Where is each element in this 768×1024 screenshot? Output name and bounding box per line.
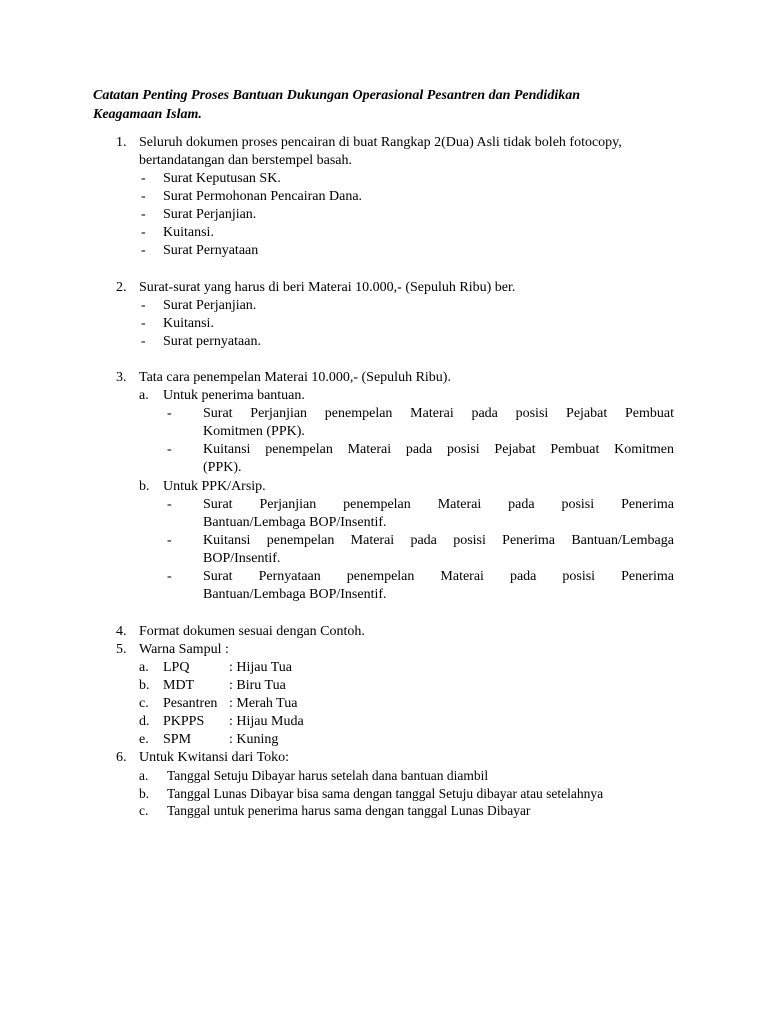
word: Materai [440,569,484,584]
item-1-text-line-1: Seluruh dokumen proses pencairan di buat Rangkap 2(Dua) Asli tidak boleh fotocopy, [139,135,622,150]
bullet-dash: - [167,533,172,548]
item-3b-bullet-2-line-1 [203,532,674,550]
item-2-bullet: Surat Perjanjian. [163,298,257,313]
receipt-rule-text: Tanggal Lunas Dibayar bisa sama dengan tanggal Setuju dibayar atau setelahnya [167,786,604,801]
word: pada [508,497,535,512]
word: Surat [203,406,233,421]
item-3a-bullet-1-line-1 [203,405,674,423]
word: Pernyataan [258,569,321,584]
word: Materai [437,497,482,512]
word: Perjanjian [250,406,308,421]
item-1-bullet: Kuitansi. [163,225,214,240]
cover-color-unit: MDT [163,678,195,693]
receipt-rule-letter: c. [139,803,149,818]
bullet-dash: - [141,207,146,222]
word: pada [471,406,498,421]
bullet-dash: - [167,442,172,457]
item-3b-bullet-1-line-2: Bantuan/Lembaga BOP/Insentif. [203,515,387,530]
word: Kuitansi [203,533,251,548]
word: posisi [561,497,595,512]
word: pada [405,442,433,457]
document-title-line-1: Catatan Penting Proses Bantuan Dukungan Operasional Pesantren dan Pendidikan [93,88,580,103]
item-3a-text: Untuk penerima bantuan. [163,388,305,403]
item-3b-bullet-3-line-1 [203,568,674,586]
bullet-dash: - [141,243,146,258]
word: Perjanjian [259,497,317,512]
cover-color-unit: Pesantren [163,696,218,711]
item-3b-bullet-2-line-2: BOP/Insentif. [203,551,281,566]
word: Komitmen [614,442,674,457]
item-2-number: 2. [116,280,127,295]
word: Penerima [502,533,556,548]
bullet-dash: - [141,334,146,349]
item-1-number: 1. [116,135,127,150]
item-5-text: Warna Sampul : [139,642,229,657]
item-4-number: 4. [116,624,127,639]
item-3b-letter: b. [139,479,150,494]
item-3-text: Tata cara penempelan Materai 10.000,- (Sepuluh Ribu). [139,370,451,385]
item-4-text: Format dokumen sesuai dengan Contoh. [139,624,365,639]
cover-color-value: : Hijau Tua [229,660,293,675]
bullet-dash: - [141,225,146,240]
item-3-number: 3. [116,370,127,385]
word: Surat [203,569,233,584]
item-2-text: Surat-surat yang harus di beri Materai 10.000,- (Sepuluh Ribu) ber. [139,280,516,295]
item-3a-bullet-1-line-2: Komitmen (PPK). [203,424,305,439]
cover-color-unit: PKPPS [163,714,205,729]
word: penempelan [324,406,393,421]
word: pada [410,533,437,548]
receipt-rule-text: Tanggal untuk penerima harus sama dengan tanggal Lunas Dibayar [167,803,531,818]
word: penempelan [346,569,415,584]
cover-color-letter: e. [139,732,149,747]
bullet-dash: - [167,569,172,584]
cover-color-letter: d. [139,714,150,729]
item-2-bullet: Kuitansi. [163,316,214,331]
bullet-dash: - [141,316,146,331]
receipt-rule-text: Tanggal Setuju Dibayar harus setelah dana bantuan diambil [167,768,489,783]
receipt-rule-letter: a. [139,768,149,783]
item-3b-bullet-3-line-2: Bantuan/Lembaga BOP/Insentif. [203,587,387,602]
word: Bantuan/Lembaga [571,533,674,548]
word: penempelan [343,497,411,512]
item-1-text-line-2: bertandatangan dan berstempel basah. [139,153,353,168]
cover-color-letter: c. [139,696,149,711]
bullet-dash: - [167,497,172,512]
word: penempelan [265,442,333,457]
word: Pembuat [550,442,600,457]
item-5-number: 5. [116,642,127,657]
item-3b-bullet-1-line-1 [203,496,674,514]
item-1-bullet: Surat Pernyataan [163,243,259,258]
cover-color-letter: a. [139,660,149,675]
item-3a-bullet-2-line-1 [203,441,674,459]
item-2-bullet: Surat pernyataan. [163,334,261,349]
word: posisi [447,442,480,457]
item-3a-bullet-2-line-2: (PPK). [203,460,242,475]
cover-color-value: : Kuning [229,732,279,747]
bullet-dash: - [141,298,146,313]
word: pada [509,569,537,584]
item-6-number: 6. [116,750,127,765]
word: Kuitansi [203,442,251,457]
bullet-dash: - [141,171,146,186]
item-1-bullet: Surat Perjanjian. [163,207,257,222]
word: Materai [410,406,454,421]
cover-color-value: : Hijau Muda [229,714,304,729]
bullet-dash: - [167,406,172,421]
cover-color-unit: SPM [163,732,192,747]
word: posisi [562,569,596,584]
word: Penerima [621,569,674,584]
cover-color-letter: b. [139,678,150,693]
word: Materai [350,533,395,548]
word: Pembuat [624,406,674,421]
cover-color-value: : Merah Tua [229,696,298,711]
document-title-line-2: Keagamaan Islam. [93,107,202,122]
item-3a-letter: a. [139,388,149,403]
item-1-bullet: Surat Keputusan SK. [163,171,281,186]
word: posisi [515,406,549,421]
word: Penerima [621,497,674,512]
receipt-rule-letter: b. [139,786,150,801]
word: Surat [203,497,233,512]
cover-color-unit: LPQ [163,660,190,675]
item-6-text: Untuk Kwitansi dari Toko: [139,750,290,765]
word: posisi [453,533,486,548]
cover-color-value: : Biru Tua [229,678,286,693]
word: Pejabat [566,406,608,421]
word: penempelan [266,533,335,548]
word: Materai [347,442,392,457]
item-3b-text: Untuk PPK/Arsip. [163,479,266,494]
bullet-dash: - [141,189,146,204]
item-1-bullet: Surat Permohonan Pencairan Dana. [163,189,363,204]
word: Pejabat [494,442,536,457]
